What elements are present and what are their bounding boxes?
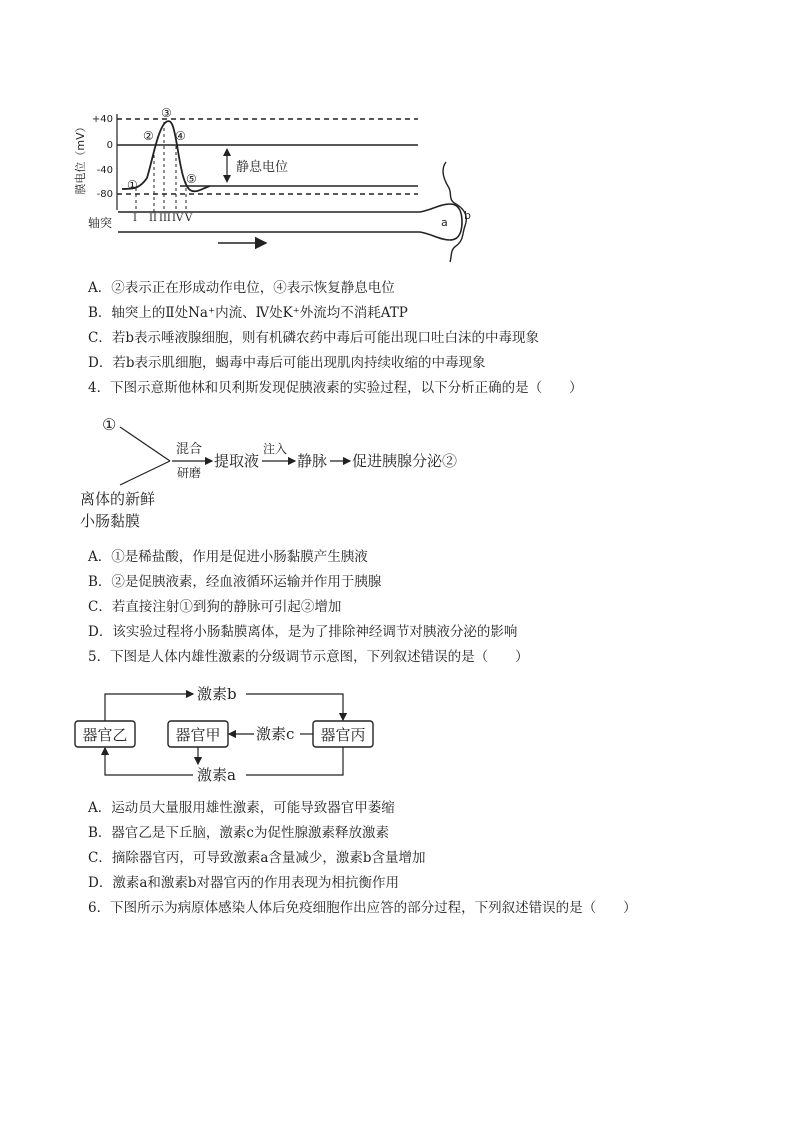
- q6-stem: 6．下图所示为病原体感染人体后免疫细胞作出应答的部分过程，下列叙述错误的是（ ）: [88, 900, 637, 916]
- inject-label: 注入: [263, 442, 288, 456]
- hormone-c-label: 激素c: [256, 725, 295, 743]
- position-IV: IV: [172, 213, 184, 224]
- mucosa-line-1: 离体的新鲜: [80, 490, 156, 508]
- terminal-a-label: a: [441, 216, 448, 229]
- q3-option-b: B．轴突上的Ⅱ处Na⁺内流、Ⅳ处K⁺外流均不消耗ATP: [88, 305, 408, 321]
- mucosa-line-2: 小肠黏膜: [80, 512, 141, 530]
- point-2-label: ②: [143, 129, 154, 143]
- hormone-b-label: 激素b: [197, 685, 237, 703]
- tick-minus80: -80: [96, 189, 113, 200]
- position-III: III: [159, 213, 171, 224]
- hormone-a-label: 激素a: [197, 766, 236, 784]
- q4-stem: 4．下图示意斯他林和贝利斯发现促胰液素的实验过程，以下分析正确的是（ ）: [88, 380, 583, 396]
- point-5-label: ⑤: [186, 172, 197, 186]
- mix-label: 混合: [176, 442, 203, 457]
- q4-option-b: B．②是促胰液素，经血液循环运输并作用于胰腺: [88, 574, 382, 590]
- promote-label: 促进胰腺分泌②: [352, 452, 458, 470]
- q3-option-d: D．若b表示肌细胞，蝎毒中毒后可能出现肌肉持续收缩的中毒现象: [88, 355, 486, 371]
- y-axis-label: 膜电位（mV）: [74, 121, 87, 195]
- q5-option-a: A．运动员大量服用雄性激素，可能导致器官甲萎缩: [88, 800, 395, 816]
- terminal-b-label: b: [464, 209, 471, 222]
- tick-0: 0: [106, 140, 113, 151]
- tick-minus40: -40: [96, 165, 113, 176]
- reagent-1: ①: [102, 415, 117, 434]
- position-I: I: [133, 213, 137, 224]
- extract-label: 提取液: [214, 452, 260, 470]
- organ-yi-label: 器官乙: [82, 726, 128, 744]
- q4-option-d: D．该实验过程将小肠黏膜离体，是为了排除神经调节对胰液分泌的影响: [88, 624, 518, 640]
- point-1-label: ①: [127, 178, 138, 192]
- axon-label: 轴突: [88, 216, 113, 230]
- organ-bing-label: 器官丙: [320, 726, 366, 744]
- q5-stem: 5．下图是人体内雄性激素的分级调节示意图，下列叙述错误的是（ ）: [88, 649, 529, 665]
- cell-b-membrane: [443, 162, 466, 262]
- q5-option-d: D．激素a和激素b对器官丙的作用表现为相抗衡作用: [88, 875, 400, 891]
- point-3-label: ③: [161, 106, 172, 120]
- grind-label: 研磨: [177, 466, 202, 480]
- q4-option-c: C．若直接注射①到狗的静脉可引起②增加: [88, 599, 342, 615]
- resting-potential-label: 静息电位: [236, 160, 289, 175]
- organ-jia-label: 器官甲: [175, 726, 221, 744]
- position-II: II: [149, 213, 157, 224]
- tick-plus40: +40: [91, 114, 113, 125]
- q3-option-a: A．②表示正在形成动作电位，④表示恢复静息电位: [88, 280, 395, 296]
- hormone-regulation-figure: [0, 680, 794, 790]
- q3-option-c: C．若b表示唾液腺细胞，则有机磷农药中毒后可能出现口吐白沫的中毒现象: [88, 330, 539, 346]
- point-4-label: ④: [175, 129, 186, 143]
- q5-option-c: C．摘除器官丙，可导致激素a含量减少，激素b含量增加: [88, 850, 426, 866]
- q4-option-a: A．①是稀盐酸，作用是促进小肠黏膜产生胰液: [88, 549, 368, 565]
- secretin-experiment-figure: [0, 405, 794, 530]
- q5-option-b: B．器官乙是下丘脑，激素c为促性腺激素释放激素: [88, 825, 389, 841]
- position-V: V: [185, 213, 193, 224]
- vein-label: 静脉: [297, 452, 328, 470]
